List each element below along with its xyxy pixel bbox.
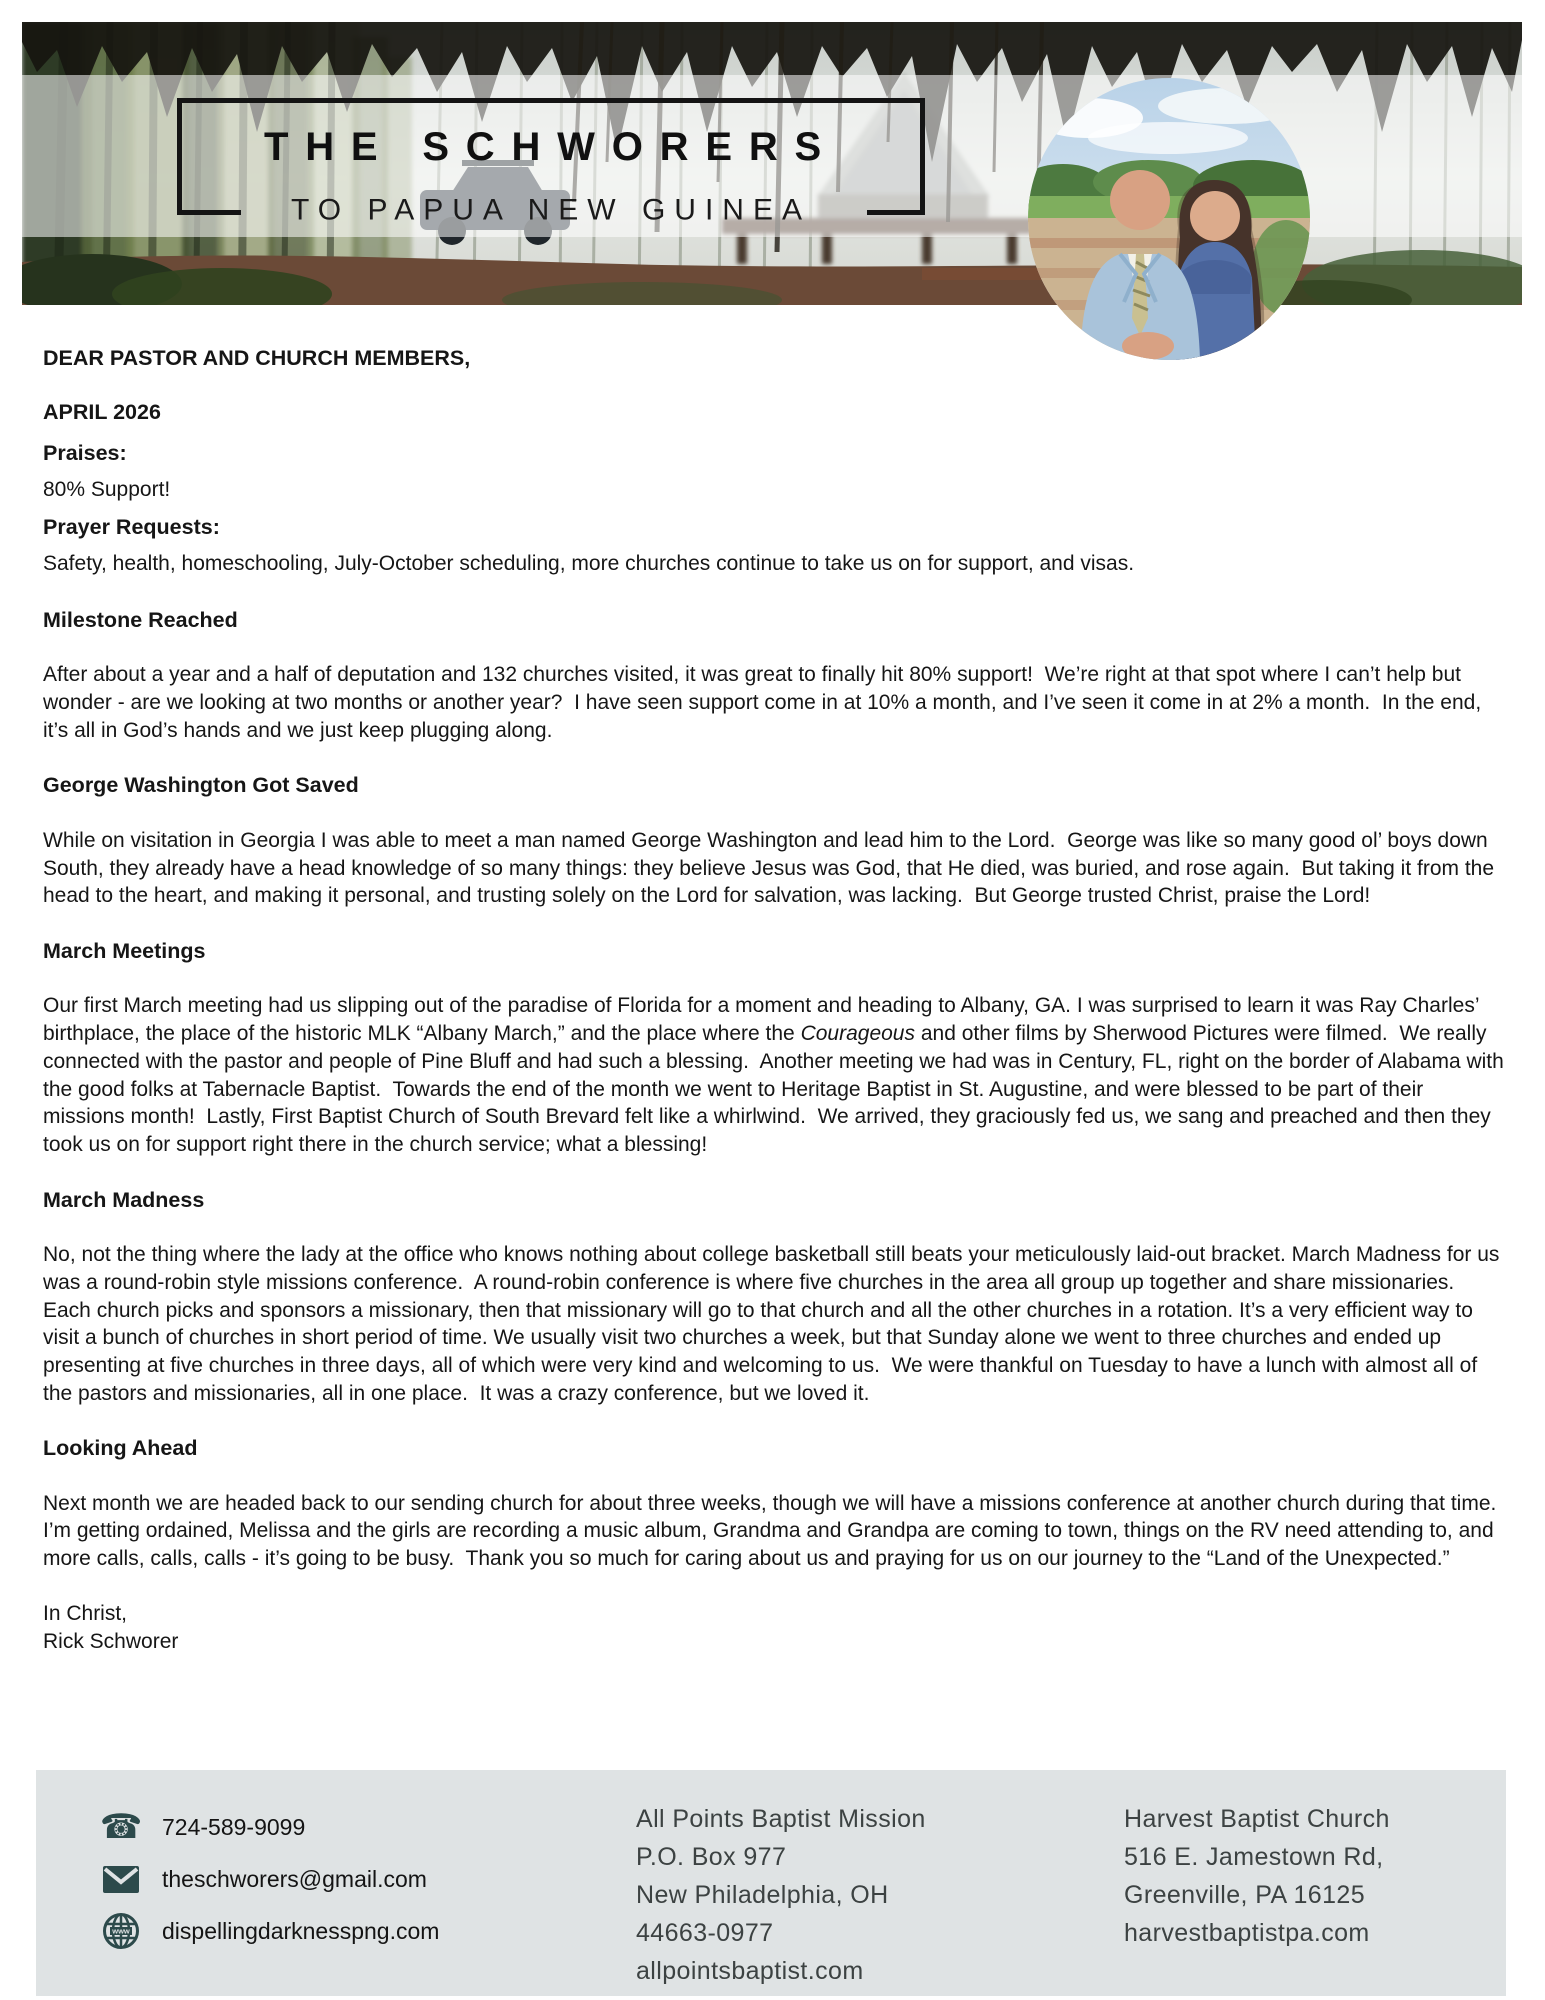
globe-icon: [98, 1912, 144, 1950]
phone-row: [98, 1808, 439, 1846]
section-heading: Looking Ahead: [43, 1436, 198, 1461]
church-street: 516 E. Jamestown Rd,: [1124, 1843, 1384, 1871]
website-url[interactable]: dispellingdarknesspng.com: [162, 1917, 440, 1944]
section-heading: George Washington Got Saved: [43, 773, 359, 798]
salutation: DEAR PASTOR AND CHURCH MEMBERS,: [43, 346, 471, 370]
phone-icon: ☎: [99, 1807, 143, 1847]
paragraph-text: Our first March meeting had us slipping out of the paradise of Florida for a moment and heading to Albany, GA. I was surprised to learn it was Ray Charles’ birthplace, the place of the historic MLK “Albany March,” and the place where the: [43, 994, 1485, 1046]
footer: [36, 1770, 1506, 1996]
section-paragraph: Next month we are headed back to our sending church for about three weeks, though we will have a missions conference at another church during that time. I’m getting ordained, Melissa and the girls are recording a music album, Grandma and Grandpa are coming to town, things on the RV need attending to, and more calls, calls, calls - it’s going to be busy. Thank you so much for caring about us and praying for us on our journey to the “Land of the Unexpected.”: [43, 1491, 1503, 1571]
email-icon: [98, 1866, 144, 1893]
frame-bottom-right-segment: [867, 210, 925, 215]
mission-zip: 44663-0977: [636, 1919, 774, 1947]
mission-address-block: [636, 1800, 926, 1990]
section-heading: March Madness: [43, 1187, 205, 1212]
contact-list: [98, 1808, 439, 1964]
section-paragraph: No, not the thing where the lady at the office who knows nothing about college basketball still beats your meticulously laid-out bracket. March Madness for us was a round-robin style missions conference. A round-robin conference is where five churches in the area all group up together and share missionaries. Each church picks and sponsors a missionary, then that missionary will go to that church and all the other churches in a rotation. It’s a very efficient way to visit a bunch of churches in short period of time. We usually visit two churches a week, but that Sunday alone we went to three churches and ended up presenting at five churches in three days, all of which were very kind and welcoming to us. We were thankful on Tuesday to have a lunch with almost all of the pastors and missionaries, all in one place. It was a crazy conference, but we loved it.: [43, 1243, 1506, 1405]
mission-name: All Points Baptist Mission: [636, 1805, 926, 1833]
church-name: Harvest Baptist Church: [1124, 1805, 1390, 1833]
section-heading: Milestone Reached: [43, 607, 238, 632]
couple-photo-illustration: [1028, 78, 1310, 360]
closing-line: In Christ,: [43, 1601, 128, 1625]
church-address-block: [1124, 1800, 1390, 1952]
letter-body: [43, 344, 1510, 1655]
frame-bottom-left-segment: [177, 210, 241, 215]
date-line: APRIL 2026: [43, 400, 161, 425]
section-paragraph: After about a year and a half of deputation and 132 churches visited, it was great to finally hit 80% support! We’re right at that spot where I can’t help but wonder - are we looking at two months or another year? I have seen support come in at 10% a month, and I’ve seen it come in at 2% a month. In the end, it’s all in God’s hands and we just keep plugging along.: [43, 663, 1487, 742]
signature-name: Rick Schworer: [43, 1629, 179, 1653]
church-city: Greenville, PA 16125: [1124, 1881, 1366, 1909]
mission-website[interactable]: allpointsbaptist.com: [636, 1957, 864, 1985]
praises-text: 80% Support!: [43, 478, 171, 502]
movie-title-italic: Courageous: [800, 1022, 915, 1046]
title-frame: [177, 98, 925, 227]
website-row: [98, 1912, 439, 1950]
phone-number[interactable]: 724-589-9099: [162, 1813, 306, 1840]
newsletter-title: THE SCHWORERS: [264, 125, 838, 169]
mission-city: New Philadelphia, OH: [636, 1881, 889, 1909]
praises-label: Praises:: [43, 440, 127, 465]
section-heading: March Meetings: [43, 939, 206, 963]
section-paragraph: While on visitation in Georgia I was able to meet a man named George Washington and lead him to the Lord. George was like so many good ol’ boys down South, they already have a head knowledge of so many things: they believe Jesus was God, that He died, was buried, and rose again. But taking it from the head to the heart, and making it personal, and trusting solely on the Lord for salvation, was lacking. But George trusted Christ, praise the Lord!: [43, 828, 1500, 908]
newsletter-subtitle: TO PAPUA NEW GUINEA: [291, 193, 811, 227]
paragraph-text: and other films by Sherwood Pictures were filmed. We really connected with the pastor and people of Pine Bluff and had such a blessing. Another meeting we had was in Century, FL, right on the border of Alabama with the good folks at Tabernacle Baptist. Towards the end of the month we went to Heritage Baptist in St. Augustine, and were blessed to be part of their missions month! Lastly, First Baptist Church of South Brevard felt like a whirlwind. We arrived, they graciously fed us, we sang and preached and then they took us on for support right there in the church service; what a blessing!: [43, 1022, 1510, 1156]
prayer-requests-label: Prayer Requests:: [43, 514, 220, 539]
church-website[interactable]: harvestbaptistpa.com: [1124, 1919, 1370, 1947]
svg-text:www: www: [112, 1926, 130, 1936]
email-address[interactable]: theschworers@gmail.com: [162, 1865, 427, 1892]
section-paragraph: [43, 992, 1510, 1158]
email-row: [98, 1860, 439, 1898]
prayer-requests-text: Safety, health, homeschooling, July-October scheduling, more churches continue to take us on for support, and visas.: [43, 552, 1135, 576]
couple-photo: [1028, 78, 1310, 360]
mission-po-box: P.O. Box 977: [636, 1843, 787, 1871]
